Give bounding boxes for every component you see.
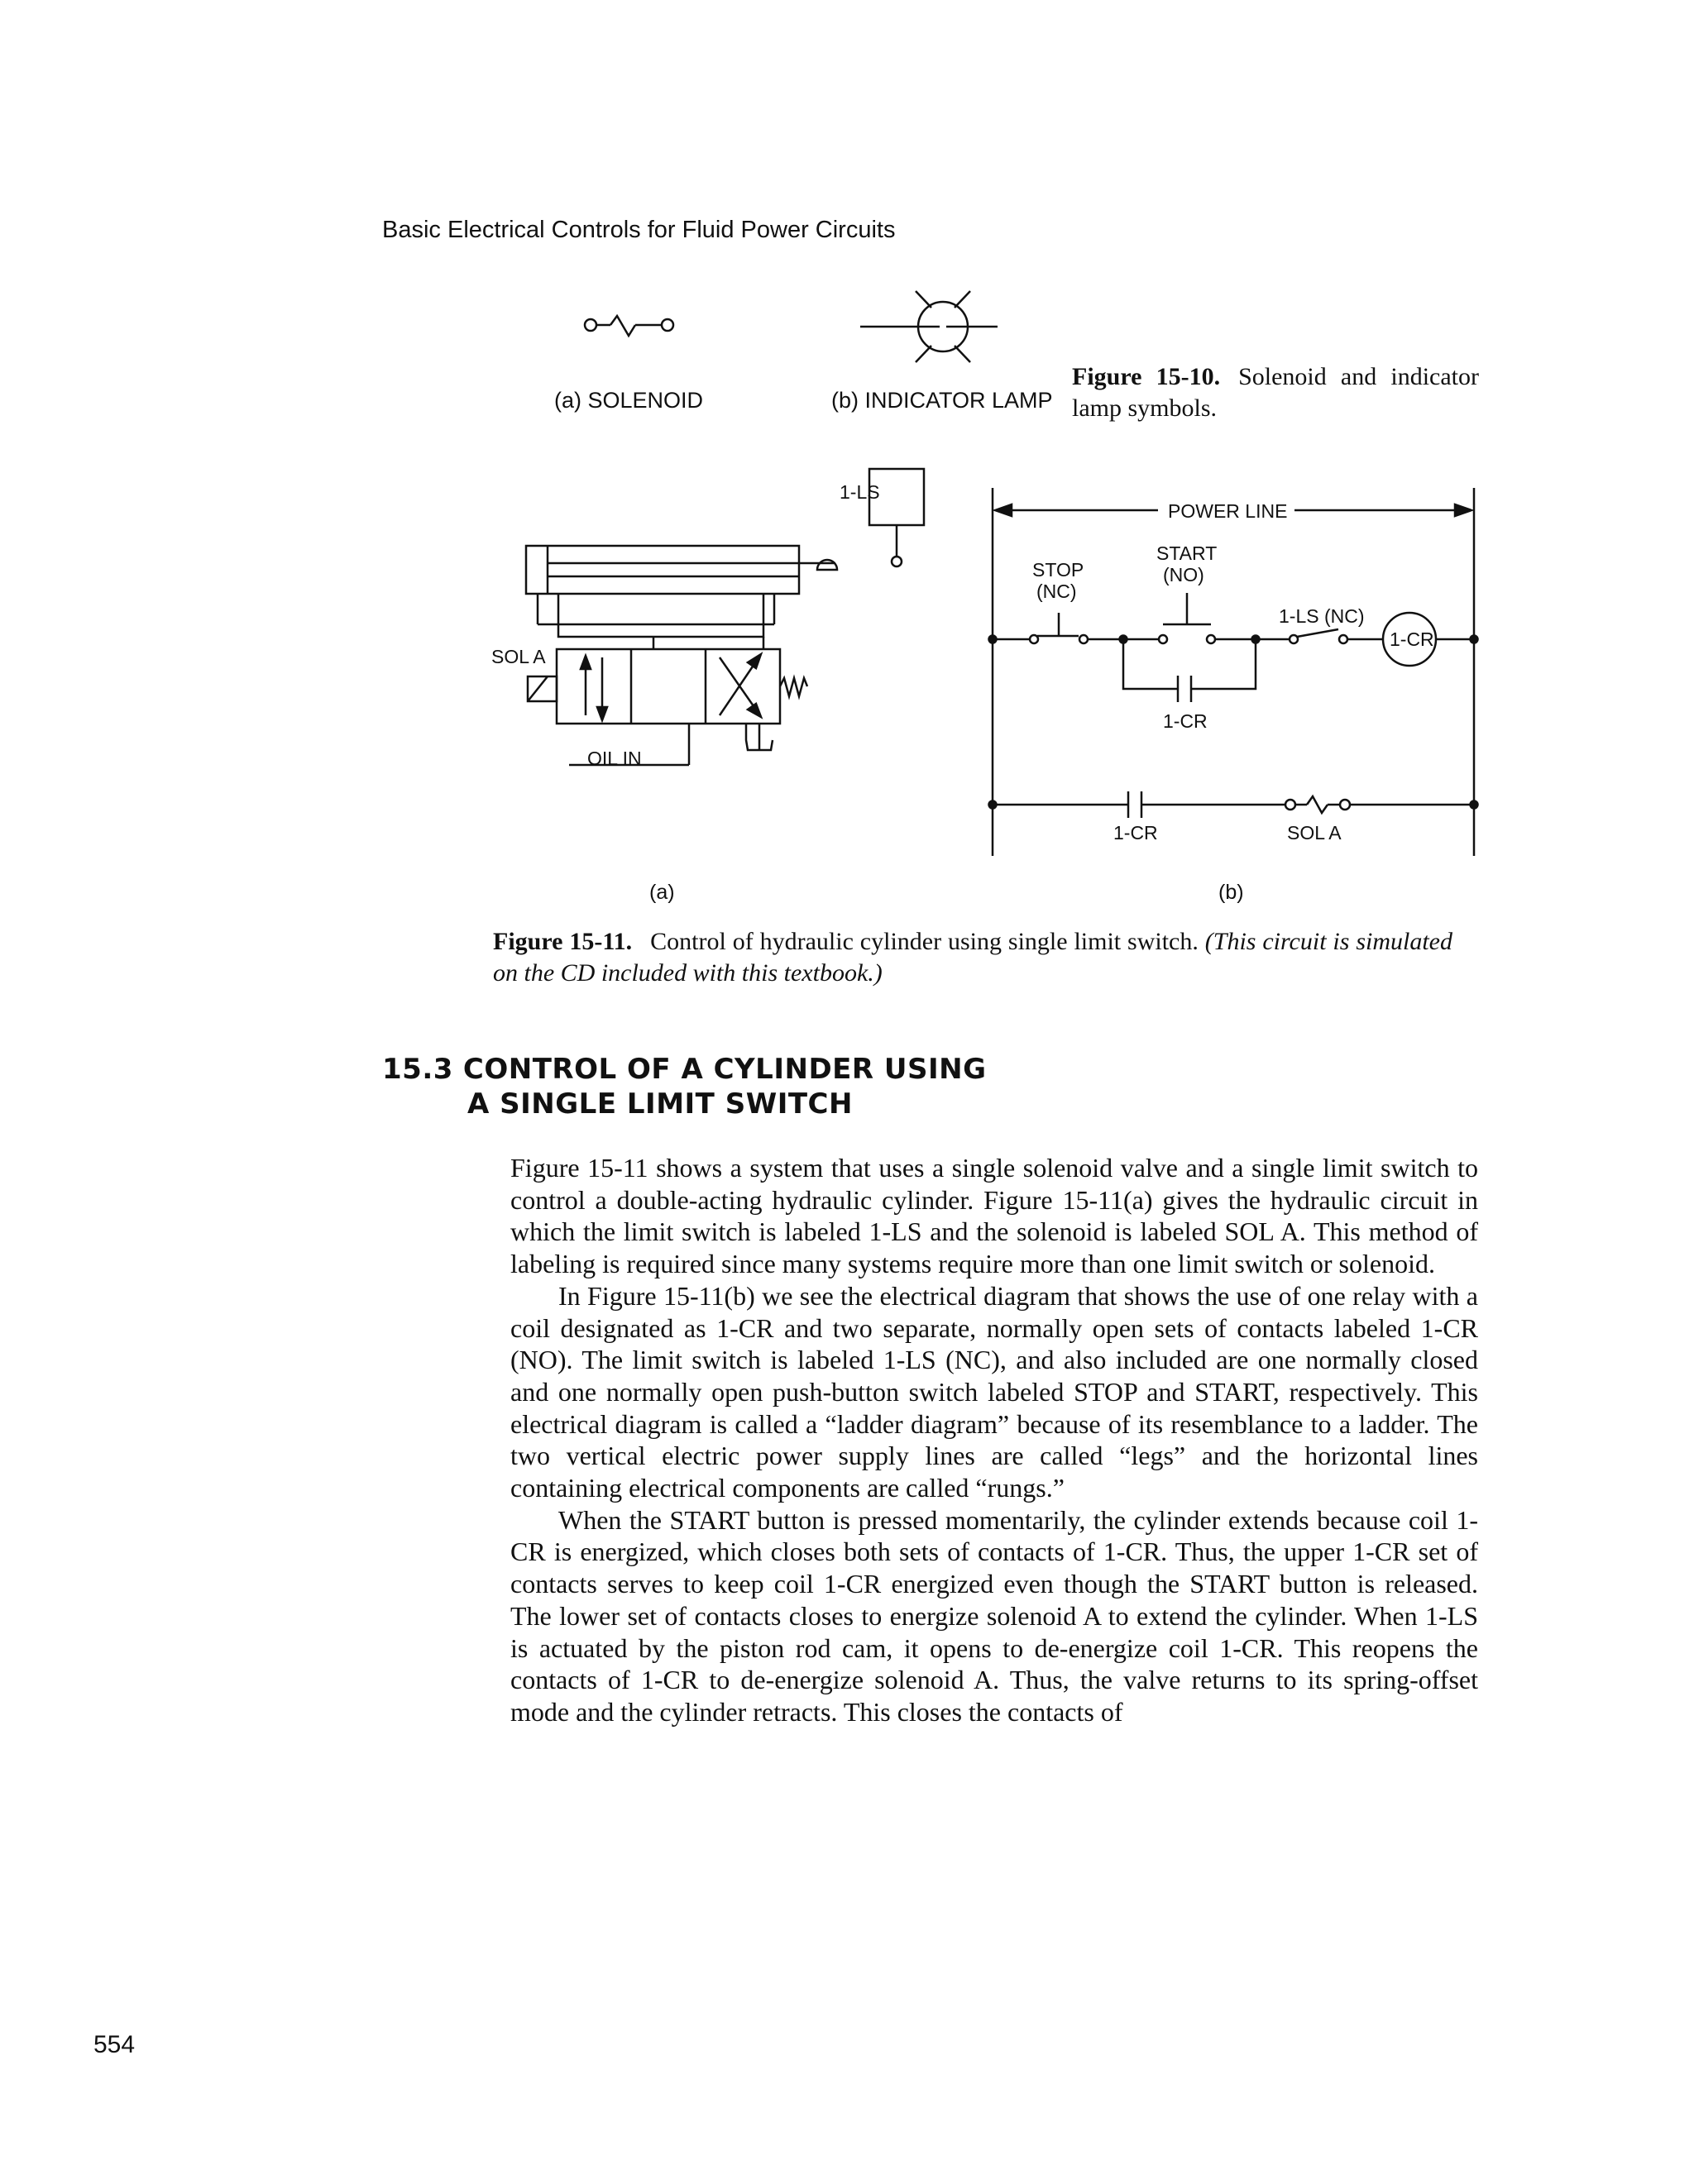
section-number: 15.3 <box>382 1053 453 1086</box>
indicator-lamp-symbol <box>860 291 998 362</box>
paragraph-2: In Figure 15-11(b) we see the electrical diagram that shows the use of one relay with a coil designated as 1-CR and two separate, normally open sets of contacts labeled 1-CR (NO). The limit switch is labeled 1-LS (NC), and also included are one normally closed and one normally open push-button switch labeled STOP and START, respectively. This electrical diagram is called a “ladder diagram” because of its resemblance to a ladder. The two vertical electric power supply lines are called “legs” and the horizontal lines containing electrical components are called “rungs.” <box>510 1280 1478 1503</box>
figure-15-10-caption-text: Solenoid and indicator lamp symbols. <box>1072 363 1479 422</box>
figure-15-10-caption <box>1072 361 1479 424</box>
coil-label: 1-CR <box>1390 628 1434 650</box>
rod-cam <box>817 560 837 570</box>
paragraph-3: When the START button is pressed momentarily, the cylinder extends because coil 1-CR is energized, which closes both sets of contacts of 1-CR. Thus, the upper 1-CR set of contacts serves to keep coil 1-CR energized even though the START button is released. The lower set of contacts closes to energize solenoid A to extend the cylinder. When 1-LS is actuated by the piston rod cam, it opens to de-energize coil 1-CR. This reopens the contacts of 1-CR to de-energize solenoid A. Thus, the valve returns to its spring-offset mode and the cylinder retracts. This closes the contacts of <box>510 1504 1478 1727</box>
rung-2 <box>989 791 1478 818</box>
stop-label: STOP <box>1032 559 1084 581</box>
solenoid-label: (a) SOLENOID <box>554 388 704 413</box>
indicator-lamp-label: (b) INDICATOR LAMP <box>831 388 1053 413</box>
ladder-diagram <box>989 488 1478 856</box>
power-line-label: POWER LINE <box>1168 500 1288 522</box>
figure-15-11 <box>480 459 1514 906</box>
start-no-label: (NO) <box>1163 564 1204 585</box>
cylinder-body <box>526 546 799 594</box>
figure-15-10 <box>463 273 1075 438</box>
stop-nc-label: (NC) <box>1036 581 1077 602</box>
valve-body <box>557 649 780 724</box>
solenoid-symbol <box>585 316 673 336</box>
limit-switch-label: 1-LS <box>840 481 880 503</box>
sol-a-label: SOL A <box>491 646 546 667</box>
figure-15-11-caption <box>493 926 1452 989</box>
rung2-contact-label: 1-CR <box>1113 822 1158 843</box>
hydraulic-circuit <box>526 469 924 765</box>
paragraph-1: Figure 15-11 shows a system that uses a single solenoid valve and a single limit switch to control a double-acting hydraulic cylinder. Figure 15-11(a) gives the hydraulic circuit in which the limit switch is labeled 1-LS and the solenoid is labeled SOL A. This method of labeling is required since many systems require more than one limit switch or solenoid. <box>510 1153 1478 1279</box>
limit-switch-nc-label: 1-LS (NC) <box>1279 605 1365 627</box>
holding-contact-label: 1-CR <box>1163 710 1208 732</box>
body-text <box>510 1152 1478 1728</box>
figure-15-11-caption-italic: (This circuit is simulated on the CD included with this textbook.) <box>493 928 1453 987</box>
valve-spring <box>780 678 807 696</box>
section-heading <box>382 1052 987 1121</box>
solenoid-a-box <box>528 676 557 701</box>
figure-15-10-number: Figure 15-10. <box>1072 363 1221 390</box>
panel-b-label: (b) <box>1218 881 1244 904</box>
rung2-solenoid-label: SOL A <box>1287 822 1342 843</box>
figure-15-11-number: Figure 15-11. <box>493 928 633 955</box>
figure-15-11-caption-text: Control of hydraulic cylinder using single limit switch. <box>650 928 1199 955</box>
start-label: START <box>1156 542 1218 564</box>
running-head: Basic Electrical Controls for Fluid Power Circuits <box>382 217 896 243</box>
section-title-line-2: A SINGLE LIMIT SWITCH <box>467 1087 853 1121</box>
page-number: 554 <box>93 2031 136 2058</box>
section-title-line-1: CONTROL OF A CYLINDER USING <box>462 1053 987 1086</box>
panel-a-label: (a) <box>649 881 675 904</box>
oil-in-label: OIL IN <box>587 748 642 769</box>
